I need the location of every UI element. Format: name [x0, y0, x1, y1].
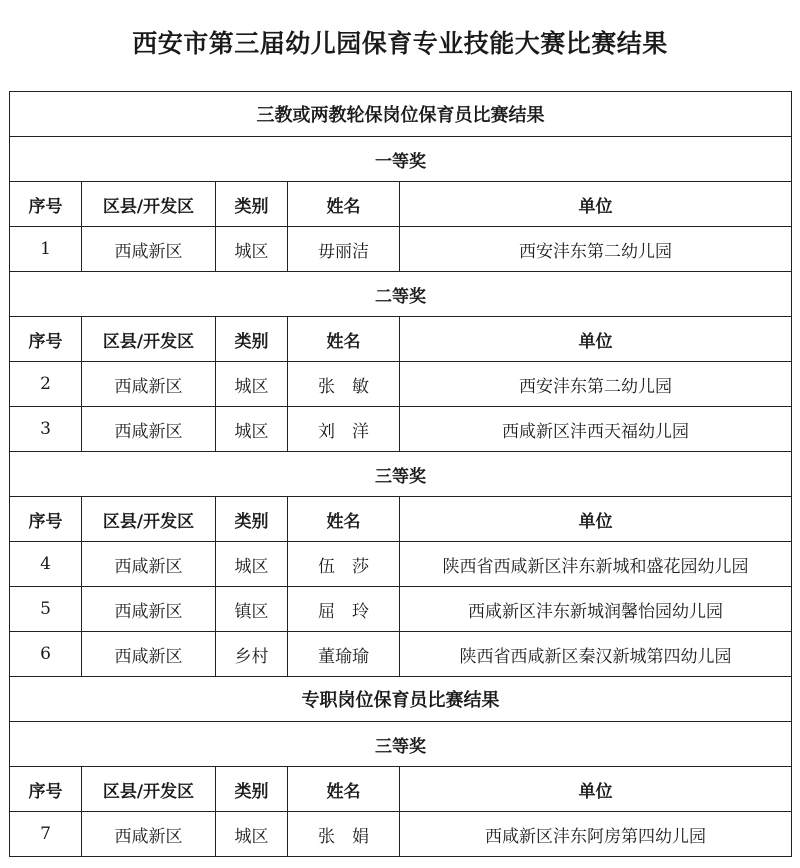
table-row	[10, 407, 792, 452]
cell-seq: 2	[10, 362, 82, 407]
cell-category: 城区	[216, 407, 288, 452]
cell-unit: 西安沣东第二幼儿园	[400, 227, 792, 272]
column-header-row	[10, 497, 792, 542]
cell-name: 张 敏	[288, 362, 400, 407]
column-header-name: 姓名	[288, 182, 400, 227]
column-header-name: 姓名	[288, 317, 400, 362]
cell-unit: 陕西省西咸新区沣东新城和盛花园幼儿园	[400, 542, 792, 587]
cell-category: 城区	[216, 542, 288, 587]
table-row	[10, 812, 792, 857]
column-header-district: 区县/开发区	[82, 182, 216, 227]
column-header-category: 类别	[216, 767, 288, 812]
cell-category: 城区	[216, 227, 288, 272]
table-row	[10, 227, 792, 272]
cell-unit: 西咸新区沣东新城润馨怡园幼儿园	[400, 587, 792, 632]
table-row	[10, 632, 792, 677]
page-title: 西安市第三届幼儿园保育专业技能大赛比赛结果	[132, 29, 668, 58]
cell-category: 城区	[216, 812, 288, 857]
cell-unit: 陕西省西咸新区秦汉新城第四幼儿园	[400, 632, 792, 677]
column-header-seq: 序号	[10, 182, 82, 227]
column-header-unit: 单位	[400, 317, 792, 362]
award-level: 三等奖	[10, 722, 792, 767]
section-title-row	[10, 92, 792, 137]
table-row	[10, 362, 792, 407]
column-header-unit: 单位	[400, 767, 792, 812]
column-header-row	[10, 767, 792, 812]
column-header-row	[10, 317, 792, 362]
cell-unit: 西咸新区沣东阿房第四幼儿园	[400, 812, 792, 857]
column-header-district: 区县/开发区	[82, 767, 216, 812]
award-level-row	[10, 272, 792, 317]
column-header-category: 类别	[216, 317, 288, 362]
cell-category: 乡村	[216, 632, 288, 677]
section-title: 专职岗位保育员比赛结果	[10, 677, 792, 722]
cell-unit: 西咸新区沣西天福幼儿园	[400, 407, 792, 452]
column-header-category: 类别	[216, 497, 288, 542]
award-level-row	[10, 452, 792, 497]
cell-seq: 4	[10, 542, 82, 587]
column-header-unit: 单位	[400, 182, 792, 227]
column-header-district: 区县/开发区	[82, 497, 216, 542]
column-header-seq: 序号	[10, 767, 82, 812]
award-level-row	[10, 722, 792, 767]
cell-category: 城区	[216, 362, 288, 407]
table-row	[10, 542, 792, 587]
column-header-name: 姓名	[288, 497, 400, 542]
cell-district: 西咸新区	[82, 362, 216, 407]
table-row	[10, 587, 792, 632]
cell-district: 西咸新区	[82, 227, 216, 272]
section-title-row	[10, 677, 792, 722]
column-header-unit: 单位	[400, 497, 792, 542]
column-header-seq: 序号	[10, 497, 82, 542]
award-level: 三等奖	[10, 452, 792, 497]
cell-name: 张 娟	[288, 812, 400, 857]
cell-seq: 6	[10, 632, 82, 677]
column-header-district: 区县/开发区	[82, 317, 216, 362]
column-header-category: 类别	[216, 182, 288, 227]
column-header-row	[10, 182, 792, 227]
cell-name: 毋丽洁	[288, 227, 400, 272]
cell-seq: 5	[10, 587, 82, 632]
cell-seq: 7	[10, 812, 82, 857]
column-header-seq: 序号	[10, 317, 82, 362]
cell-name: 董瑜瑜	[288, 632, 400, 677]
section-title: 三教或两教轮保岗位保育员比赛结果	[10, 92, 792, 137]
column-header-name: 姓名	[288, 767, 400, 812]
cell-name: 屈 玲	[288, 587, 400, 632]
cell-district: 西咸新区	[82, 812, 216, 857]
cell-seq: 1	[10, 227, 82, 272]
results-table	[9, 91, 792, 857]
cell-district: 西咸新区	[82, 587, 216, 632]
cell-district: 西咸新区	[82, 407, 216, 452]
cell-seq: 3	[10, 407, 82, 452]
award-level: 一等奖	[10, 137, 792, 182]
cell-category: 镇区	[216, 587, 288, 632]
cell-district: 西咸新区	[82, 632, 216, 677]
cell-district: 西咸新区	[82, 542, 216, 587]
cell-unit: 西安沣东第二幼儿园	[400, 362, 792, 407]
award-level-row	[10, 137, 792, 182]
cell-name: 伍 莎	[288, 542, 400, 587]
cell-name: 刘 洋	[288, 407, 400, 452]
award-level: 二等奖	[10, 272, 792, 317]
